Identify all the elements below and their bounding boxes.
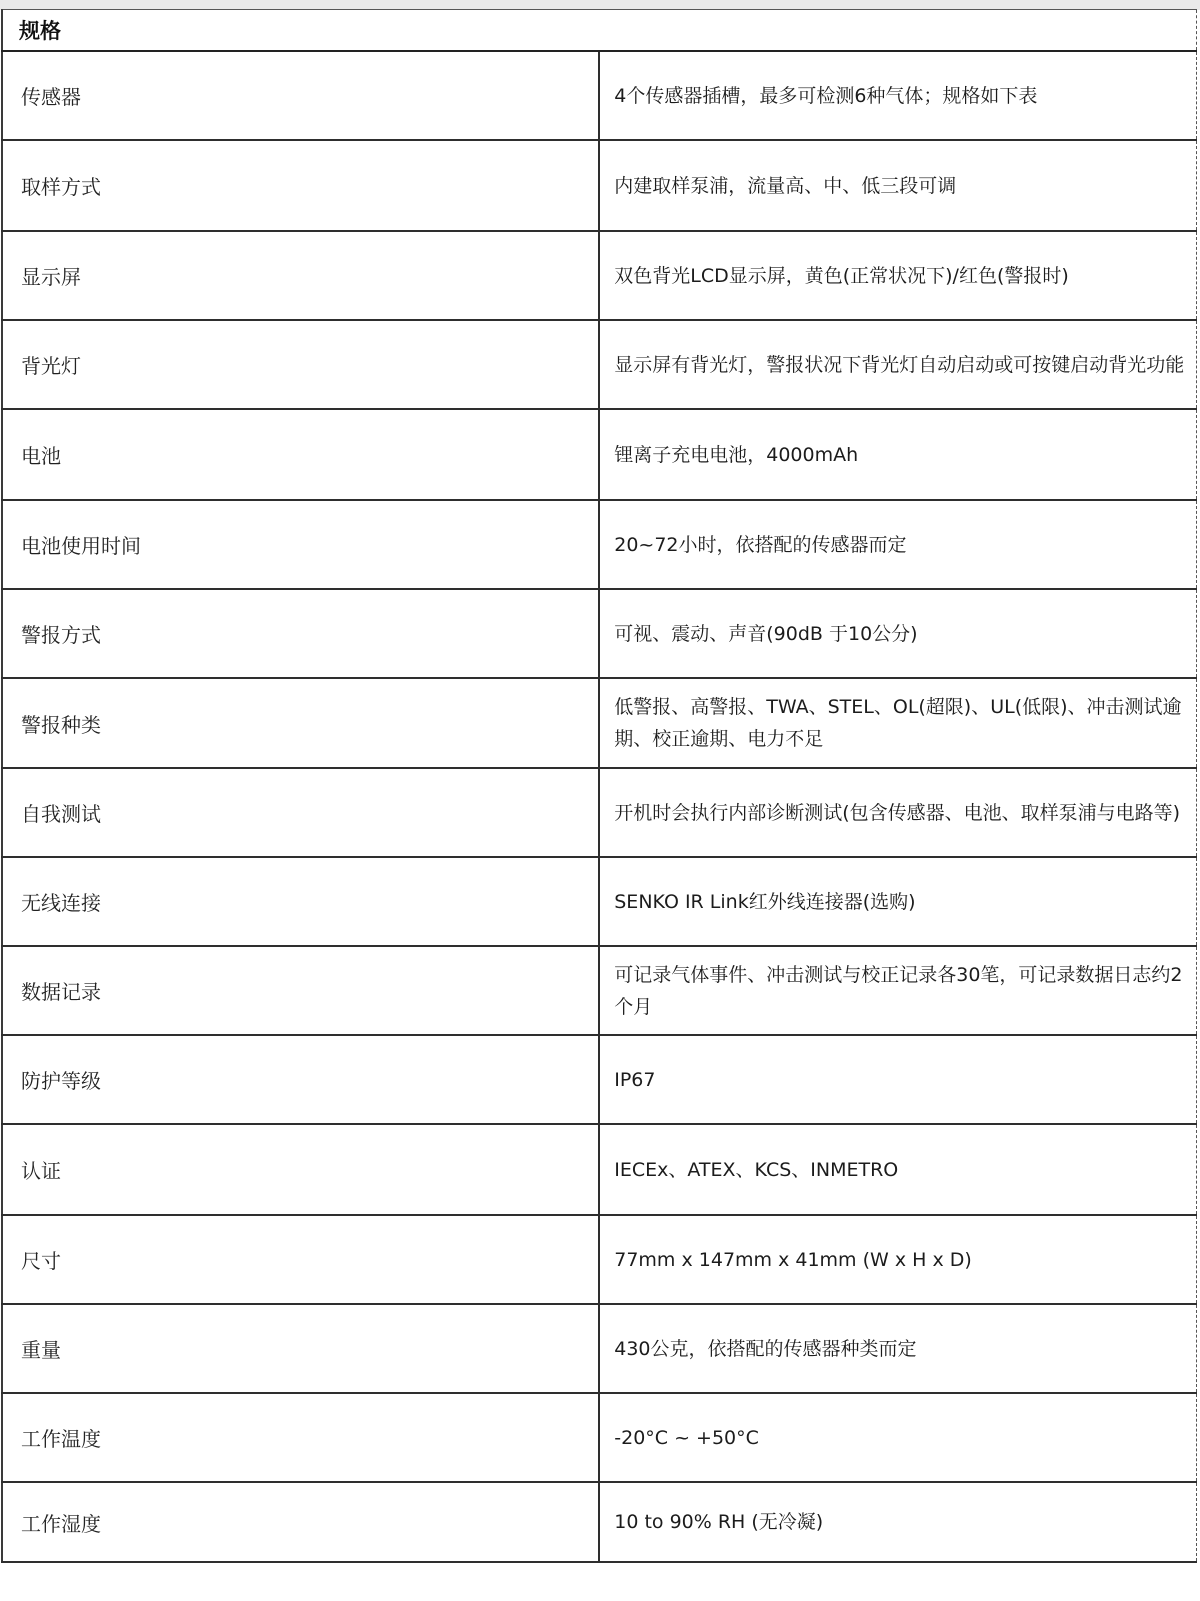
spec-label: 传感器 xyxy=(2,51,599,140)
spec-label: 认证 xyxy=(2,1124,599,1215)
spec-label: 电池 xyxy=(2,409,599,500)
spec-label: 防护等级 xyxy=(2,1035,599,1124)
spec-value: 内建取样泵浦，流量高、中、低三段可调 xyxy=(599,140,1196,231)
table-row xyxy=(2,678,1197,768)
table-row xyxy=(2,768,1197,857)
spec-value: 430公克，依搭配的传感器种类而定 xyxy=(599,1304,1196,1393)
spec-label: 电池使用时间 xyxy=(2,500,599,589)
spec-label: 警报种类 xyxy=(2,678,599,768)
table-row xyxy=(2,409,1197,500)
spec-value: 4个传感器插槽，最多可检测6种气体；规格如下表 xyxy=(599,51,1196,140)
table-row xyxy=(2,1124,1197,1215)
spec-value: 低警报、高警报、TWA、STEL、OL(超限)、UL(低限)、冲击测试逾期、校正逾期、电力不足 xyxy=(599,678,1196,768)
table-row xyxy=(2,51,1197,140)
table-row xyxy=(2,320,1197,409)
table-title: 规格 xyxy=(2,10,1197,52)
spec-table xyxy=(1,9,1197,1563)
spec-value: 锂离子充电电池，4000mAh xyxy=(599,409,1196,500)
spec-label: 背光灯 xyxy=(2,320,599,409)
spec-value: 显示屏有背光灯，警报状况下背光灯自动启动或可按键启动背光功能 xyxy=(599,320,1196,409)
table-row xyxy=(2,1304,1197,1393)
table-header-row xyxy=(2,10,1197,52)
spec-label: 取样方式 xyxy=(2,140,599,231)
table-row xyxy=(2,946,1197,1035)
table-row xyxy=(2,140,1197,231)
spec-label: 无线连接 xyxy=(2,857,599,946)
table-row xyxy=(2,500,1197,589)
spec-label: 数据记录 xyxy=(2,946,599,1035)
spec-value: IP67 xyxy=(599,1035,1196,1124)
spec-value: SENKO IR Link红外线连接器(选购) xyxy=(599,857,1196,946)
table-row xyxy=(2,1035,1197,1124)
table-row xyxy=(2,857,1197,946)
spec-label: 工作温度 xyxy=(2,1393,599,1482)
spec-value: 开机时会执行内部诊断测试(包含传感器、电池、取样泵浦与电路等) xyxy=(599,768,1196,857)
spec-value: -20°C ~ +50°C xyxy=(599,1393,1196,1482)
spec-value: 77mm x 147mm x 41mm (W x H x D) xyxy=(599,1215,1196,1304)
spec-label: 警报方式 xyxy=(2,589,599,678)
spec-label: 显示屏 xyxy=(2,231,599,320)
table-row xyxy=(2,589,1197,678)
table-row xyxy=(2,231,1197,320)
spec-value: 可视、震动、声音(90dB 于10公分) xyxy=(599,589,1196,678)
spec-label: 尺寸 xyxy=(2,1215,599,1304)
spec-value: 10 to 90% RH (无冷凝) xyxy=(599,1482,1196,1562)
spec-label: 重量 xyxy=(2,1304,599,1393)
spec-label: 工作湿度 xyxy=(2,1482,599,1562)
spec-value: 20~72小时，依搭配的传感器而定 xyxy=(599,500,1196,589)
spec-value: IECEx、ATEX、KCS、INMETRO xyxy=(599,1124,1196,1215)
spec-label: 自我测试 xyxy=(2,768,599,857)
table-row xyxy=(2,1393,1197,1482)
table-row xyxy=(2,1215,1197,1304)
spec-value: 可记录气体事件、冲击测试与校正记录各30笔，可记录数据日志约2个月 xyxy=(599,946,1196,1035)
table-row xyxy=(2,1482,1197,1562)
spec-value: 双色背光LCD显示屏，黄色(正常状况下)/红色(警报时) xyxy=(599,231,1196,320)
